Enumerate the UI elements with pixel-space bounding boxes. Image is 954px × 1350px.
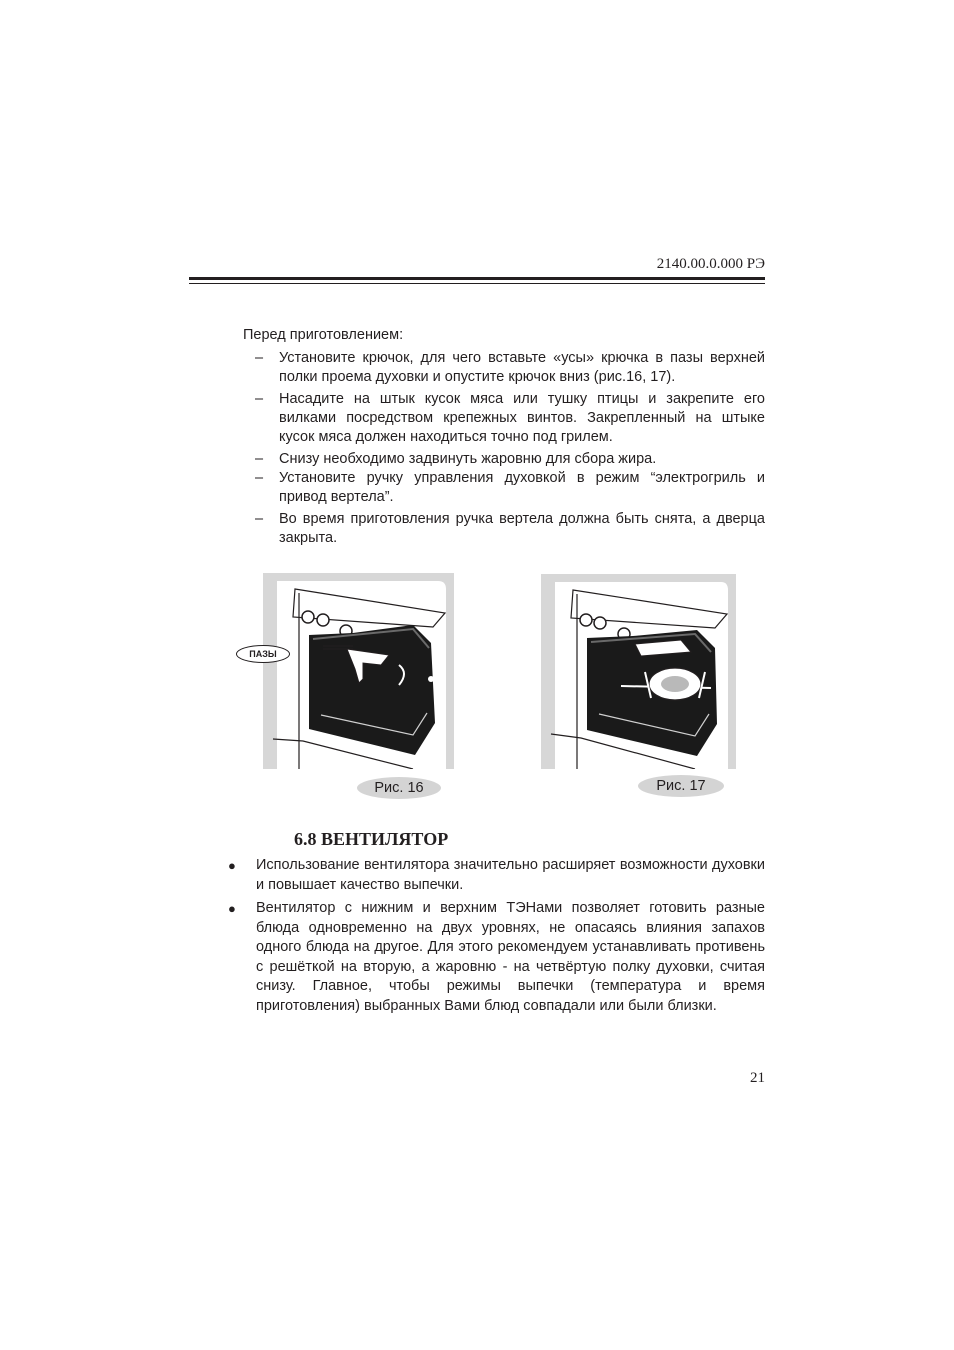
knob bbox=[594, 617, 606, 629]
header-rule-thick bbox=[189, 277, 765, 280]
dash-item bbox=[255, 390, 765, 447]
caption-17 bbox=[638, 775, 724, 797]
caption-text: Рис. 17 bbox=[656, 778, 706, 794]
figure-17 bbox=[541, 574, 736, 769]
figure-16 bbox=[263, 573, 454, 769]
dash-item-text: Установите ручку управления духовкой в режим “электрогриль и привод вертела”. bbox=[279, 470, 765, 505]
bullet-list bbox=[228, 856, 765, 1016]
bullet-marker: ● bbox=[228, 901, 236, 916]
bullet-item-text: Вентилятор с нижним и верхним ТЭНами позволяет готовить разные блюда одновременно на двух уровнях, не опасаясь влияния запахов одного блюда на другое. Для этого рекомендуем устанавливать противень с решёткой на вторую, а жаровню - на четвёртую полку духовки, считая снизу. Главное, чтобы режимы выпечки (температура и время приготовления) выбранных Вами блюд совпадали или были близки. bbox=[256, 900, 765, 1014]
oven-illustration-16 bbox=[263, 573, 454, 769]
dash-marker: – bbox=[255, 451, 264, 467]
bullet-marker: ● bbox=[228, 858, 236, 873]
knob bbox=[302, 611, 314, 623]
dash-item bbox=[255, 510, 765, 548]
oven-illustration-17 bbox=[541, 574, 736, 769]
dash-item-text: Установите крючок, для чего вставьте «усы» крючка в пазы верхней полки проема духовки и опустите крючок вниз (рис.16, 17). bbox=[279, 350, 765, 385]
caption-16 bbox=[357, 777, 441, 799]
section-title: 6.8 ВЕНТИЛЯТОР bbox=[294, 829, 449, 849]
dash-item bbox=[255, 450, 765, 469]
dash-list bbox=[255, 349, 765, 548]
knob bbox=[580, 614, 592, 626]
bullet-item bbox=[228, 899, 765, 1016]
dash-item bbox=[255, 469, 765, 507]
dash-marker: – bbox=[255, 511, 264, 527]
dash-item-text: Во время приготовления ручка вертела должна быть снята, а дверца закрыта. bbox=[279, 511, 765, 546]
dash-item-text: Насадите на штык кусок мяса или тушку птицы и закрепите его вилками посредством крепежных винтов. Закрепленный на штыке кусок мяса должен находиться точно под грилем. bbox=[279, 391, 765, 445]
bullet-item-text: Использование вентилятора значительно расширяет возможности духовки и повышает качество выпечки. bbox=[256, 857, 765, 893]
bullet-item bbox=[228, 856, 765, 895]
callout-label: ПАЗЫ bbox=[249, 649, 277, 659]
dash-item-text: Снизу необходимо задвинуть жаровню для сбора жира. bbox=[279, 451, 657, 467]
caption-text: Рис. 16 bbox=[374, 780, 424, 796]
dash-marker: – bbox=[255, 391, 264, 407]
intro-text: Перед приготовлением: bbox=[243, 327, 404, 343]
dash-item bbox=[255, 349, 765, 387]
dash-marker: – bbox=[255, 470, 264, 486]
doc-code: 2140.00.0.000 РЭ bbox=[656, 256, 765, 272]
page-number: 21 bbox=[750, 1070, 765, 1086]
dash-marker: – bbox=[255, 350, 264, 366]
callout-pazy bbox=[236, 645, 290, 663]
knob bbox=[317, 614, 329, 626]
header-rule-thin bbox=[189, 283, 765, 284]
